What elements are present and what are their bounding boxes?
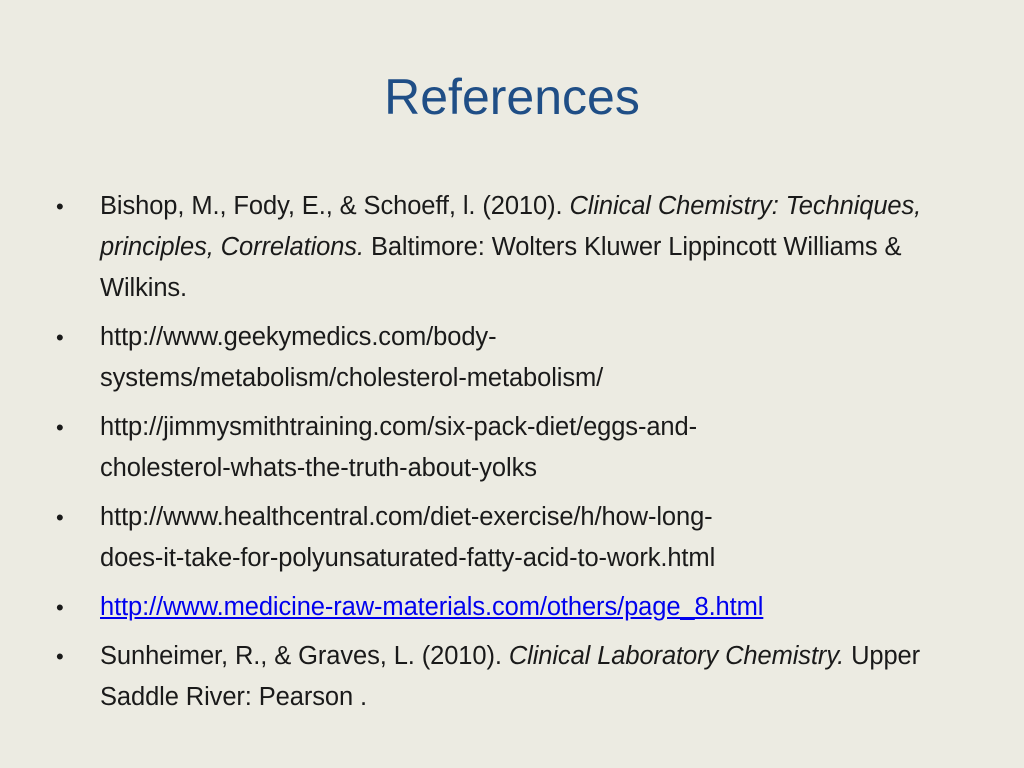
reference-publisher: Upper Saddle River: Pearson . xyxy=(100,642,921,711)
bullet-icon: • xyxy=(56,644,64,669)
reference-authors: Sunheimer, R., & Graves, L. (2010). xyxy=(100,642,509,670)
reference-item-bishop xyxy=(56,186,976,309)
bullet-icon: • xyxy=(56,595,64,620)
reference-item-healthcentral: • http://www.healthcentral.com/diet-exercise/h/how-long- does-it-take-for-polyunsaturated-fatty-acid-to-work.html xyxy=(56,497,976,579)
slide-title: References xyxy=(384,69,640,125)
reference-publisher: Baltimore: Wolters Kluwer Lippincott Williams & Wilkins. xyxy=(100,233,902,302)
bullet-icon: • xyxy=(56,415,64,440)
references-list xyxy=(56,186,976,726)
reference-authors: Bishop, M., Fody, E., & Schoeff, l. (2010). xyxy=(100,192,570,220)
reference-item-medicine-raw-materials xyxy=(56,587,976,628)
reference-work-title: Clinical Laboratory Chemistry. xyxy=(508,642,845,670)
bullet-icon: • xyxy=(56,505,64,530)
bullet-icon: • xyxy=(56,325,64,350)
reference-item-sunheimer xyxy=(56,636,976,718)
bullet-icon: • xyxy=(56,194,64,219)
reference-work-title: Clinical Chemistry: Techniques, principles, Correlations. xyxy=(100,192,922,261)
reference-item-jimmysmith: • http://jimmysmithtraining.com/six-pack-diet/eggs-and- cholesterol-whats-the-truth-about-yolks xyxy=(56,407,976,489)
reference-item-geekymedics: • http://www.geekymedics.com/body- systems/metabolism/cholesterol-metabolism/ xyxy=(56,317,976,399)
reference-link[interactable]: http://www.medicine-raw-materials.com/others/page_8.html xyxy=(100,593,764,621)
